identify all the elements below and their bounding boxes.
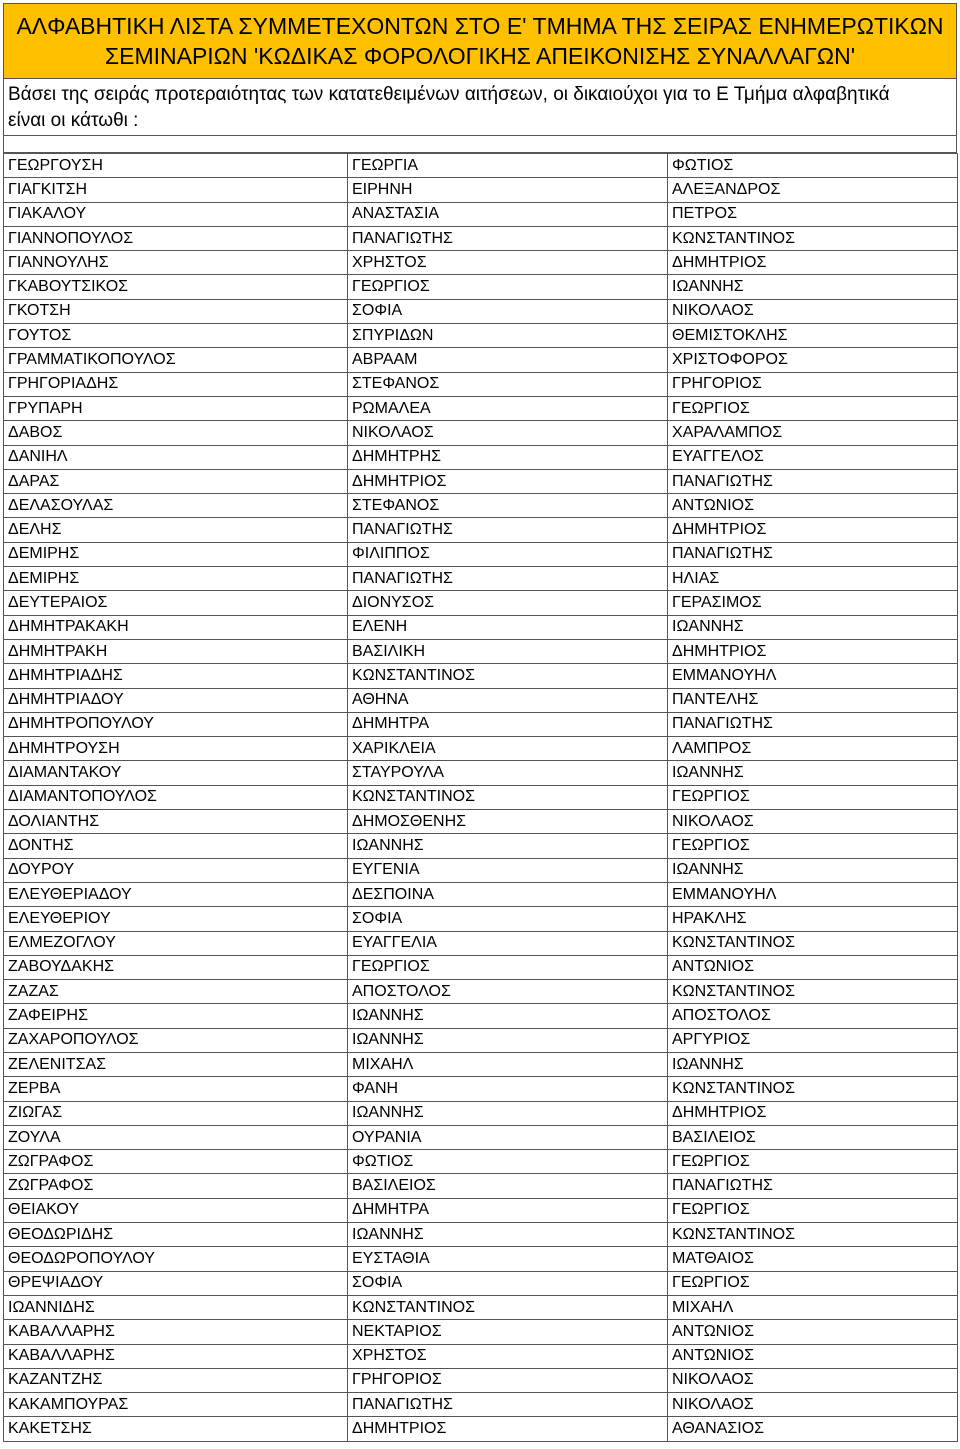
first-name-cell: ΚΩΝΣΤΑΝΤΙΝΟΣ (348, 664, 668, 688)
table-row (4, 494, 958, 518)
first-name-cell: ΧΡΗΣΤΟΣ (348, 1344, 668, 1368)
table-row (4, 664, 958, 688)
father-name-cell: ΓΕΩΡΓΙΟΣ (668, 1150, 958, 1174)
surname-cell: ΔΕΛΗΣ (4, 518, 348, 542)
table-row (4, 591, 958, 615)
first-name-cell: ΚΩΝΣΤΑΝΤΙΝΟΣ (348, 785, 668, 809)
surname-cell: ΔΕΥΤΕΡΑΙΟΣ (4, 591, 348, 615)
father-name-cell: ΔΗΜΗΤΡΙΟΣ (668, 639, 958, 663)
first-name-cell: ΦΙΛΙΠΠΟΣ (348, 542, 668, 566)
father-name-cell: ΑΝΤΩΝΙΟΣ (668, 1344, 958, 1368)
father-name-cell: ΓΕΩΡΓΙΟΣ (668, 1198, 958, 1222)
table-row (4, 1052, 958, 1076)
participants-table (3, 153, 958, 1442)
surname-cell: ΔΑΒΟΣ (4, 421, 348, 445)
first-name-cell: ΜΙΧΑΗΛ (348, 1052, 668, 1076)
surname-cell: ΙΩΑΝΝΙΔΗΣ (4, 1295, 348, 1319)
table-row (4, 858, 958, 882)
first-name-cell: ΙΩΑΝΝΗΣ (348, 1028, 668, 1052)
first-name-cell: ΓΕΩΡΓΙΟΣ (348, 275, 668, 299)
table-row (4, 518, 958, 542)
surname-cell: ΓΡΗΓΟΡΙΑΔΗΣ (4, 372, 348, 396)
surname-cell: ΖΑΖΑΣ (4, 980, 348, 1004)
first-name-cell: ΔΕΣΠΟΙΝΑ (348, 882, 668, 906)
father-name-cell: ΑΘΑΝΑΣΙΟΣ (668, 1417, 958, 1441)
first-name-cell: ΡΩΜΑΛΕΑ (348, 396, 668, 420)
table-row (4, 372, 958, 396)
table-row (4, 154, 958, 178)
first-name-cell: ΔΗΜΗΤΡΑ (348, 712, 668, 736)
surname-cell: ΔΑΝΙΗΛ (4, 445, 348, 469)
table-row (4, 980, 958, 1004)
father-name-cell: ΑΝΤΩΝΙΟΣ (668, 494, 958, 518)
table-row (4, 275, 958, 299)
father-name-cell: ΑΝΤΩΝΙΟΣ (668, 1320, 958, 1344)
first-name-cell: ΑΒΡΑΑΜ (348, 348, 668, 372)
first-name-cell: ΔΗΜΗΤΡΙΟΣ (348, 469, 668, 493)
table-row (4, 1077, 958, 1101)
table-row (4, 226, 958, 250)
surname-cell: ΘΕΟΔΩΡΙΔΗΣ (4, 1223, 348, 1247)
first-name-cell: ΚΩΝΣΤΑΝΤΙΝΟΣ (348, 1295, 668, 1319)
first-name-cell: ΔΗΜΟΣΘΕΝΗΣ (348, 810, 668, 834)
table-row (4, 1344, 958, 1368)
surname-cell: ΕΛΕΥΘΕΡΙΟΥ (4, 907, 348, 931)
first-name-cell: ΑΘΗΝΑ (348, 688, 668, 712)
participants-table-body (4, 154, 958, 1442)
table-row (4, 348, 958, 372)
surname-cell: ΔΕΜΙΡΗΣ (4, 542, 348, 566)
father-name-cell: ΓΕΩΡΓΙΟΣ (668, 1271, 958, 1295)
first-name-cell: ΧΡΗΣΤΟΣ (348, 251, 668, 275)
table-row (4, 955, 958, 979)
table-row (4, 1150, 958, 1174)
father-name-cell: ΒΑΣΙΛΕΙΟΣ (668, 1125, 958, 1149)
table-row (4, 615, 958, 639)
surname-cell: ΘΕΟΔΩΡΟΠΟΥΛΟΥ (4, 1247, 348, 1271)
father-name-cell: ΕΜΜΑΝΟΥΗΛ (668, 882, 958, 906)
table-row (4, 1198, 958, 1222)
surname-cell: ΖΟΥΛΑ (4, 1125, 348, 1149)
father-name-cell: ΠΑΝΤΕΛΗΣ (668, 688, 958, 712)
father-name-cell: ΝΙΚΟΛΑΟΣ (668, 1368, 958, 1392)
father-name-cell: ΠΑΝΑΓΙΩΤΗΣ (668, 712, 958, 736)
father-name-cell: ΧΡΙΣΤΟΦΟΡΟΣ (668, 348, 958, 372)
table-row (4, 1320, 958, 1344)
father-name-cell: ΑΠΟΣΤΟΛΟΣ (668, 1004, 958, 1028)
father-name-cell: ΚΩΝΣΤΑΝΤΙΝΟΣ (668, 931, 958, 955)
father-name-cell: ΝΙΚΟΛΑΟΣ (668, 810, 958, 834)
first-name-cell: ΕΙΡΗΝΗ (348, 178, 668, 202)
table-row (4, 1247, 958, 1271)
first-name-cell: ΕΥΓΕΝΙΑ (348, 858, 668, 882)
surname-cell: ΔΕΜΙΡΗΣ (4, 567, 348, 591)
father-name-cell: ΙΩΑΝΝΗΣ (668, 761, 958, 785)
surname-cell: ΖΩΓΡΑΦΟΣ (4, 1174, 348, 1198)
first-name-cell: ΓΕΩΡΓΙΟΣ (348, 955, 668, 979)
first-name-cell: ΧΑΡΙΚΛΕΙΑ (348, 737, 668, 761)
father-name-cell: ΠΑΝΑΓΙΩΤΗΣ (668, 542, 958, 566)
table-row (4, 251, 958, 275)
title-line-2: ΣΕΜΙΝΑΡΙΩΝ 'ΚΩΔΙΚΑΣ ΦΟΡΟΛΟΓΙΚΗΣ ΑΠΕΙΚΟΝΙΣΗΣ ΣΥΝΑΛΛΑΓΩΝ' (104, 43, 856, 69)
table-row (4, 324, 958, 348)
surname-cell: ΓΟΥΤΟΣ (4, 324, 348, 348)
surname-cell: ΓΕΩΡΓΟΥΣΗ (4, 154, 348, 178)
surname-cell: ΔΕΛΑΣΟΥΛΑΣ (4, 494, 348, 518)
table-row (4, 688, 958, 712)
first-name-cell: ΓΡΗΓΟΡΙΟΣ (348, 1368, 668, 1392)
father-name-cell: ΙΩΑΝΝΗΣ (668, 1052, 958, 1076)
surname-cell: ΚΑΒΑΛΛΑΡΗΣ (4, 1344, 348, 1368)
table-row (4, 931, 958, 955)
surname-cell: ΖΩΓΡΑΦΟΣ (4, 1150, 348, 1174)
first-name-cell: ΣΟΦΙΑ (348, 1271, 668, 1295)
first-name-cell: ΠΑΝΑΓΙΩΤΗΣ (348, 518, 668, 542)
first-name-cell: ΙΩΑΝΝΗΣ (348, 1004, 668, 1028)
father-name-cell: ΙΩΑΝΝΗΣ (668, 275, 958, 299)
first-name-cell: ΠΑΝΑΓΙΩΤΗΣ (348, 226, 668, 250)
first-name-cell: ΔΙΟΝΥΣΟΣ (348, 591, 668, 615)
father-name-cell: ΕΜΜΑΝΟΥΗΛ (668, 664, 958, 688)
surname-cell: ΓΚΟΤΣΗ (4, 299, 348, 323)
surname-cell: ΔΗΜΗΤΡΟΥΣΗ (4, 737, 348, 761)
first-name-cell: ΒΑΣΙΛΙΚΗ (348, 639, 668, 663)
surname-cell: ΘΕΙΑΚΟΥ (4, 1198, 348, 1222)
father-name-cell: ΙΩΑΝΝΗΣ (668, 615, 958, 639)
first-name-cell: ΟΥΡΑΝΙΑ (348, 1125, 668, 1149)
table-row (4, 1223, 958, 1247)
table-row (4, 639, 958, 663)
father-name-cell: ΑΝΤΩΝΙΟΣ (668, 955, 958, 979)
first-name-cell: ΠΑΝΑΓΙΩΤΗΣ (348, 1393, 668, 1417)
father-name-cell: ΘΕΜΙΣΤΟΚΛΗΣ (668, 324, 958, 348)
father-name-cell: ΓΕΩΡΓΙΟΣ (668, 834, 958, 858)
surname-cell: ΔΗΜΗΤΡΑΚΑΚΗ (4, 615, 348, 639)
father-name-cell: ΧΑΡΑΛΑΜΠΟΣ (668, 421, 958, 445)
table-row (4, 1417, 958, 1441)
surname-cell: ΖΑΒΟΥΔΑΚΗΣ (4, 955, 348, 979)
surname-cell: ΓΚΑΒΟΥΤΣΙΚΟΣ (4, 275, 348, 299)
first-name-cell: ΣΤΕΦΑΝΟΣ (348, 372, 668, 396)
table-row (4, 421, 958, 445)
father-name-cell: ΑΡΓΥΡΙΟΣ (668, 1028, 958, 1052)
first-name-cell: ΒΑΣΙΛΕΙΟΣ (348, 1174, 668, 1198)
surname-cell: ΖΕΛΕΝΙΤΣΑΣ (4, 1052, 348, 1076)
father-name-cell: ΠΕΤΡΟΣ (668, 202, 958, 226)
empty-row (3, 135, 957, 153)
table-row (4, 761, 958, 785)
father-name-cell: ΗΛΙΑΣ (668, 567, 958, 591)
table-row (4, 882, 958, 906)
father-name-cell: ΝΙΚΟΛΑΟΣ (668, 299, 958, 323)
table-row (4, 202, 958, 226)
surname-cell: ΔΗΜΗΤΡΟΠΟΥΛΟΥ (4, 712, 348, 736)
table-row (4, 469, 958, 493)
table-row (4, 542, 958, 566)
table-row (4, 1004, 958, 1028)
surname-cell: ΔΗΜΗΤΡΙΑΔΟΥ (4, 688, 348, 712)
first-name-cell: ΣΟΦΙΑ (348, 299, 668, 323)
father-name-cell: ΙΩΑΝΝΗΣ (668, 858, 958, 882)
father-name-cell: ΜΙΧΑΗΛ (668, 1295, 958, 1319)
first-name-cell: ΑΠΟΣΤΟΛΟΣ (348, 980, 668, 1004)
first-name-cell: ΙΩΑΝΝΗΣ (348, 834, 668, 858)
first-name-cell: ΠΑΝΑΓΙΩΤΗΣ (348, 567, 668, 591)
father-name-cell: ΜΑΤΘΑΙΟΣ (668, 1247, 958, 1271)
father-name-cell: ΚΩΝΣΤΑΝΤΙΝΟΣ (668, 1223, 958, 1247)
father-name-cell: ΚΩΝΣΤΑΝΤΙΝΟΣ (668, 1077, 958, 1101)
first-name-cell: ΙΩΑΝΝΗΣ (348, 1101, 668, 1125)
surname-cell: ΕΛΜΕΖΟΓΛΟΥ (4, 931, 348, 955)
table-row (4, 1028, 958, 1052)
first-name-cell: ΣΤΕΦΑΝΟΣ (348, 494, 668, 518)
surname-cell: ΔΟΝΤΗΣ (4, 834, 348, 858)
table-row (4, 810, 958, 834)
father-name-cell: ΓΕΩΡΓΙΟΣ (668, 785, 958, 809)
surname-cell: ΚΑΚΕΤΣΗΣ (4, 1417, 348, 1441)
first-name-cell: ΦΩΤΙΟΣ (348, 1150, 668, 1174)
father-name-cell: ΓΕΡΑΣΙΜΟΣ (668, 591, 958, 615)
first-name-cell: ΣΟΦΙΑ (348, 907, 668, 931)
surname-cell: ΚΑΚΑΜΠΟΥΡΑΣ (4, 1393, 348, 1417)
father-name-cell: ΚΩΝΣΤΑΝΤΙΝΟΣ (668, 980, 958, 1004)
first-name-cell: ΙΩΑΝΝΗΣ (348, 1223, 668, 1247)
table-row (4, 1174, 958, 1198)
table-row (4, 396, 958, 420)
father-name-cell: ΚΩΝΣΤΑΝΤΙΝΟΣ (668, 226, 958, 250)
first-name-cell: ΕΥΑΓΓΕΛΙΑ (348, 931, 668, 955)
table-row (4, 785, 958, 809)
table-row (4, 1271, 958, 1295)
table-row (4, 1125, 958, 1149)
surname-cell: ΓΙΑΓΚΙΤΣΗ (4, 178, 348, 202)
surname-cell: ΔΟΛΙΑΝΤΗΣ (4, 810, 348, 834)
first-name-cell: ΑΝΑΣΤΑΣΙΑ (348, 202, 668, 226)
first-name-cell: ΣΤΑΥΡΟΥΛΑ (348, 761, 668, 785)
father-name-cell: ΗΡΑΚΛΗΣ (668, 907, 958, 931)
surname-cell: ΔΙΑΜΑΝΤΟΠΟΥΛΟΣ (4, 785, 348, 809)
table-row (4, 1295, 958, 1319)
table-row (4, 834, 958, 858)
father-name-cell: ΔΗΜΗΤΡΙΟΣ (668, 518, 958, 542)
surname-cell: ΘΡΕΨΙΑΔΟΥ (4, 1271, 348, 1295)
surname-cell: ΓΙΑΝΝΟΠΟΥΛΟΣ (4, 226, 348, 250)
father-name-cell: ΓΡΗΓΟΡΙΟΣ (668, 372, 958, 396)
father-name-cell: ΠΑΝΑΓΙΩΤΗΣ (668, 469, 958, 493)
first-name-cell: ΔΗΜΗΤΡΙΟΣ (348, 1417, 668, 1441)
surname-cell: ΚΑΖΑΝΤΖΗΣ (4, 1368, 348, 1392)
surname-cell: ΔΙΑΜΑΝΤΑΚΟΥ (4, 761, 348, 785)
surname-cell: ΓΙΑΚΑΛΟΥ (4, 202, 348, 226)
intro-line-2: είναι οι κάτωθι : (8, 110, 139, 131)
intro-text (3, 79, 957, 135)
table-row (4, 178, 958, 202)
title-line-1: ΑΛΦΑΒΗΤΙΚΗ ΛΙΣΤΑ ΣΥΜΜΕΤΕΧΟΝΤΩΝ ΣΤΟ Ε' ΤΜΗΜΑ ΤΗΣ ΣΕΙΡΑΣ ΕΝΗΜΕΡΩΤΙΚΩΝ (16, 13, 944, 39)
table-row (4, 567, 958, 591)
table-row (4, 299, 958, 323)
surname-cell: ΖΑΧΑΡΟΠΟΥΛΟΣ (4, 1028, 348, 1052)
first-name-cell: ΓΕΩΡΓΙΑ (348, 154, 668, 178)
surname-cell: ΖΑΦΕΙΡΗΣ (4, 1004, 348, 1028)
table-row (4, 737, 958, 761)
father-name-cell: ΝΙΚΟΛΑΟΣ (668, 1393, 958, 1417)
table-row (4, 1101, 958, 1125)
surname-cell: ΔΗΜΗΤΡΙΑΔΗΣ (4, 664, 348, 688)
father-name-cell: ΓΕΩΡΓΙΟΣ (668, 396, 958, 420)
father-name-cell: ΕΥΑΓΓΕΛΟΣ (668, 445, 958, 469)
first-name-cell: ΝΙΚΟΛΑΟΣ (348, 421, 668, 445)
father-name-cell: ΔΗΜΗΤΡΙΟΣ (668, 1101, 958, 1125)
table-row (4, 712, 958, 736)
first-name-cell: ΔΗΜΗΤΡΑ (348, 1198, 668, 1222)
father-name-cell: ΠΑΝΑΓΙΩΤΗΣ (668, 1174, 958, 1198)
table-row (4, 1393, 958, 1417)
first-name-cell: ΕΛΕΝΗ (348, 615, 668, 639)
surname-cell: ΔΟΥΡΟΥ (4, 858, 348, 882)
first-name-cell: ΣΠΥΡΙΔΩΝ (348, 324, 668, 348)
surname-cell: ΓΡΑΜΜΑΤΙΚΟΠΟΥΛΟΣ (4, 348, 348, 372)
surname-cell: ΔΗΜΗΤΡΑΚΗ (4, 639, 348, 663)
document-title (3, 3, 957, 79)
surname-cell: ΕΛΕΥΘΕΡΙΑΔΟΥ (4, 882, 348, 906)
first-name-cell: ΕΥΣΤΑΘΙΑ (348, 1247, 668, 1271)
surname-cell: ΓΡΥΠΑΡΗ (4, 396, 348, 420)
document-sheet (3, 3, 957, 1442)
table-row (4, 907, 958, 931)
father-name-cell: ΦΩΤΙΟΣ (668, 154, 958, 178)
father-name-cell: ΔΗΜΗΤΡΙΟΣ (668, 251, 958, 275)
surname-cell: ΚΑΒΑΛΛΑΡΗΣ (4, 1320, 348, 1344)
father-name-cell: ΑΛΕΞΑΝΔΡΟΣ (668, 178, 958, 202)
surname-cell: ΔΑΡΑΣ (4, 469, 348, 493)
first-name-cell: ΔΗΜΗΤΡΗΣ (348, 445, 668, 469)
father-name-cell: ΛΑΜΠΡΟΣ (668, 737, 958, 761)
table-row (4, 445, 958, 469)
first-name-cell: ΦΑΝΗ (348, 1077, 668, 1101)
surname-cell: ΖΕΡΒΑ (4, 1077, 348, 1101)
intro-line-1: Βάσει της σειράς προτεραιότητας των κατατεθειμένων αιτήσεων, οι δικαιούχοι για το Ε Τμήμα αλφαβητικά (8, 84, 890, 105)
surname-cell: ΓΙΑΝΝΟΥΛΗΣ (4, 251, 348, 275)
table-row (4, 1368, 958, 1392)
surname-cell: ΖΙΩΓΑΣ (4, 1101, 348, 1125)
first-name-cell: ΝΕΚΤΑΡΙΟΣ (348, 1320, 668, 1344)
